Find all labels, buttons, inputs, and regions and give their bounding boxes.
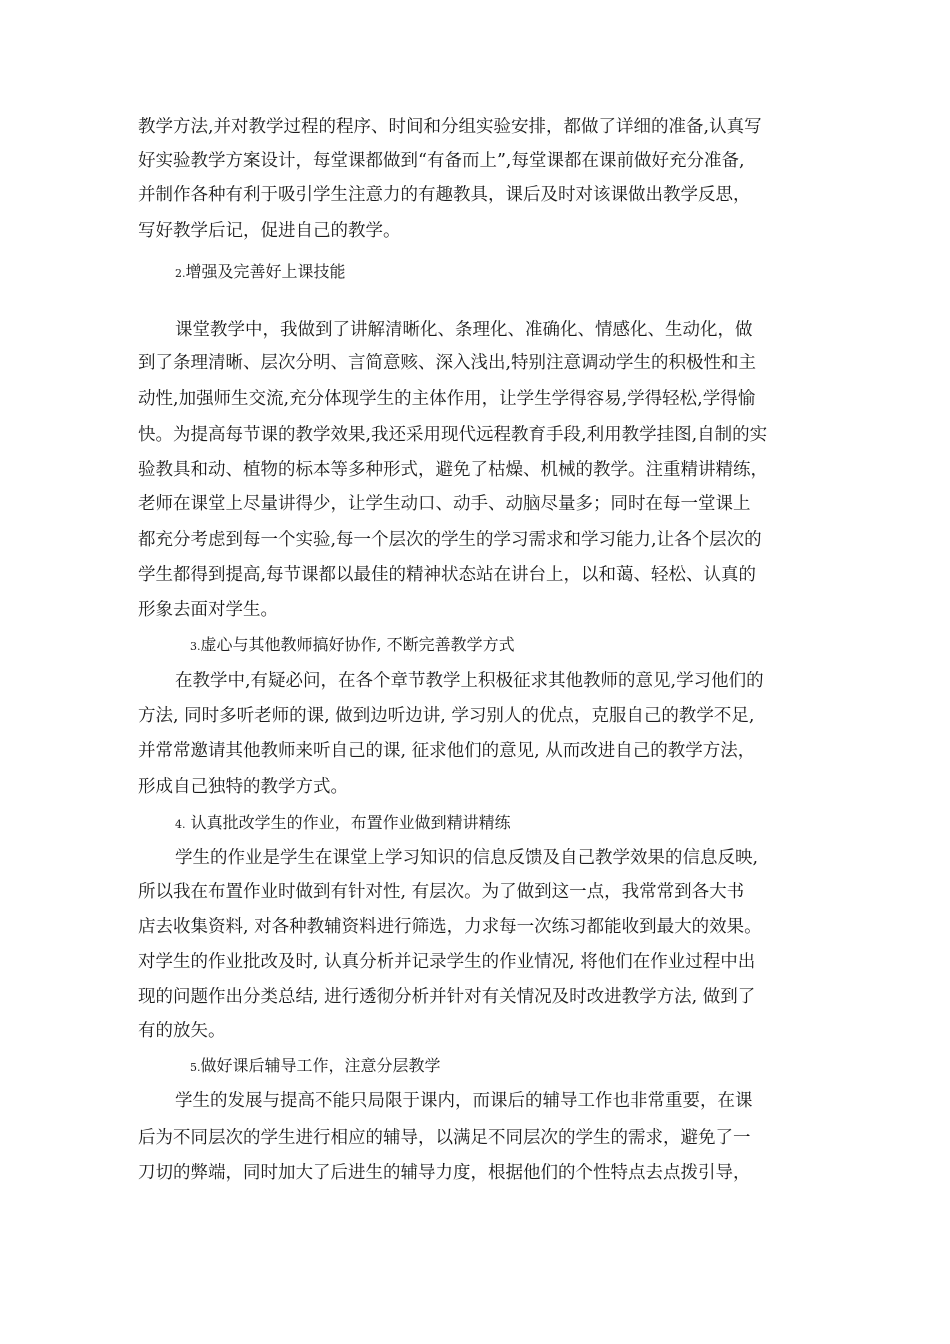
paragraph-4-line: 所以我在布置作业时做到有针对性, 有层次。为了做到这一点，我常常到各大书 xyxy=(138,882,745,902)
heading-text: 认真批改学生的作业，布置作业做到精讲精练 xyxy=(190,813,511,832)
paragraph-2-line: 到了条理清晰、层次分明、言简意赅、深入浅出,特别注意调动学生的积极性和主 xyxy=(138,353,757,373)
paragraph-2-line: 验教具和动、植物的标本等多种形式，避免了枯燥、机械的教学。注重精讲精练， xyxy=(138,460,768,480)
paragraph-1-line: 好实验教学方案设计，每堂课都做到“有备而上”,每堂课都在课前做好充分准备, xyxy=(138,151,745,171)
paragraph-4-line: 对学生的作业批改及时, 认真分析并记录学生的作业情况, 将他们在作业过程中出 xyxy=(138,952,756,972)
paragraph-4-line: 有的放矢。 xyxy=(138,1021,226,1041)
paragraph-1-line: 并制作各种有利于吸引学生注意力的有趣教具，课后及时对该课做出教学反思， xyxy=(138,185,751,205)
paragraph-2-line: 都充分考虑到每一个实验,每一个层次的学生的学习需求和学习能力,让各个层次的 xyxy=(138,530,762,550)
paragraph-5-line: 学生的发展与提高不能只局限于课内，而课后的辅导工作也非常重要，在课 xyxy=(175,1091,753,1111)
paragraph-5-line: 刀切的弊端，同时加大了后进生的辅导力度，根据他们的个性特点去点拨引导， xyxy=(138,1163,751,1183)
paragraph-2-line: 快。为提高每节课的教学效果,我还采用现代远程教育手段,利用教学挂图,自制的实 xyxy=(138,425,768,445)
paragraph-2-line: 老师在课堂上尽量讲得少，让学生动口、动手、动脑尽量多；同时在每一堂课上 xyxy=(138,494,751,514)
paragraph-4-line: 现的问题作出分类总结, 进行透彻分析并针对有关情况及时改进教学方法, 做到了 xyxy=(138,987,756,1007)
section-heading-3 xyxy=(190,634,515,658)
paragraph-1-line: 教学方法,并对教学过程的程序、时间和分组实验安排，都做了详细的准备,认真写 xyxy=(138,117,762,137)
section-heading-2 xyxy=(175,261,346,285)
paragraph-3-line: 并常常邀请其他教师来听自己的课, 征求他们的意见, 从而改进自己的教学方法， xyxy=(138,741,756,761)
section-heading-4 xyxy=(175,812,511,836)
paragraph-2-line: 形象去面对学生。 xyxy=(138,600,278,620)
section-heading-5 xyxy=(190,1055,441,1079)
heading-text: 增强及完善好上课技能 xyxy=(185,262,346,281)
heading-number: 5. xyxy=(190,1061,201,1074)
paragraph-4-line: 店去收集资料, 对各种教辅资料进行筛选，力求每一次练习都能收到最大的效果。 xyxy=(138,917,762,937)
heading-text: 做好课后辅导工作，注意分层教学 xyxy=(200,1056,441,1075)
heading-number: 2. xyxy=(175,267,186,280)
paragraph-4-line: 学生的作业是学生在课堂上学习知识的信息反馈及自己教学效果的信息反映, xyxy=(175,848,759,868)
paragraph-2-line: 学生都得到提高,每节课都以最佳的精神状态站在讲台上，以和蔼、轻松、认真的 xyxy=(138,565,757,585)
paragraph-3-line: 形成自己独特的教学方式。 xyxy=(138,777,348,797)
paragraph-3-line: 方法, 同时多听老师的课, 做到边听边讲, 学习别人的优点，克服自己的教学不足, xyxy=(138,706,755,726)
paragraph-3-line: 在教学中,有疑必问，在各个章节教学上积极征求其他教师的意见,学习他们的 xyxy=(175,671,764,691)
paragraph-1-line: 写好教学后记，促进自己的教学。 xyxy=(138,221,401,241)
heading-number: 3. xyxy=(190,640,201,653)
heading-text: 虚心与其他教师搞好协作, 不断完善教学方式 xyxy=(200,635,515,654)
paragraph-2-line: 课堂教学中，我做到了讲解清晰化、条理化、准确化、情感化、生动化，做 xyxy=(175,320,753,340)
paragraph-2-line: 动性,加强师生交流,充分体现学生的主体作用，让学生学得容易,学得轻松,学得愉 xyxy=(138,389,756,409)
heading-number: 4. xyxy=(175,818,186,831)
paragraph-5-line: 后为不同层次的学生进行相应的辅导，以满足不同层次的学生的需求，避免了一 xyxy=(138,1128,751,1148)
